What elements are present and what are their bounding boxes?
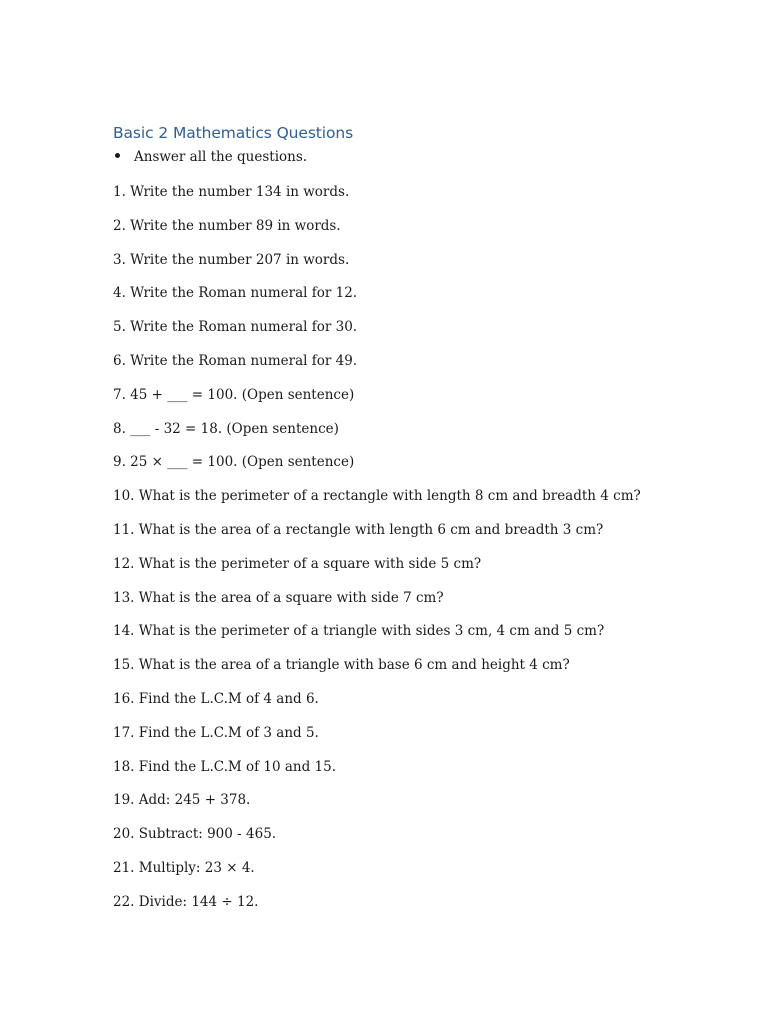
question-item: 10. What is the perimeter of a rectangle with length 8 cm and breadth 4 cm? <box>113 488 641 505</box>
question-item: 11. What is the area of a rectangle with length 6 cm and breadth 3 cm? <box>113 521 604 538</box>
question-item: 9. 25 × ___ = 100. (Open sentence) <box>113 454 355 471</box>
question-item: 4. Write the Roman numeral for 12. <box>113 285 358 302</box>
question-item: 7. 45 + ___ = 100. (Open sentence) <box>113 386 355 403</box>
question-item: 14. What is the perimeter of a triangle with sides 3 cm, 4 cm and 5 cm? <box>113 623 605 640</box>
question-item: 6. Write the Roman numeral for 49. <box>113 352 358 369</box>
instruction-item <box>113 149 307 165</box>
question-item: 16. Find the L.C.M of 4 and 6. <box>113 690 319 707</box>
question-item: 8. ___ - 32 = 18. (Open sentence) <box>113 420 339 437</box>
question-item: 1. Write the number 134 in words. <box>113 184 350 200</box>
question-item: 22. Divide: 144 ÷ 12. <box>113 893 259 910</box>
question-item: 12. What is the perimeter of a square with side 5 cm? <box>113 555 482 572</box>
question-item: 19. Add: 245 + 378. <box>113 792 251 809</box>
question-item: 13. What is the area of a square with side 7 cm? <box>113 589 444 606</box>
instruction-text: Answer all the questions. <box>134 149 308 165</box>
question-item: 2. Write the number 89 in words. <box>113 217 341 234</box>
question-item: 20. Subtract: 900 - 465. <box>113 826 277 843</box>
question-item: 15. What is the area of a triangle with base 6 cm and height 4 cm? <box>113 657 570 674</box>
question-item: 3. Write the number 207 in words. <box>113 251 350 268</box>
question-item: 5. Write the Roman numeral for 30. <box>113 319 358 336</box>
question-item: 17. Find the L.C.M of 3 and 5. <box>113 724 319 741</box>
document-title: Basic 2 Mathematics Questions <box>113 124 354 142</box>
question-item: 21. Multiply: 23 × 4. <box>113 859 255 876</box>
question-list <box>113 183 641 927</box>
question-item: 18. Find the L.C.M of 10 and 15. <box>113 758 337 775</box>
bullet-icon <box>115 153 120 158</box>
